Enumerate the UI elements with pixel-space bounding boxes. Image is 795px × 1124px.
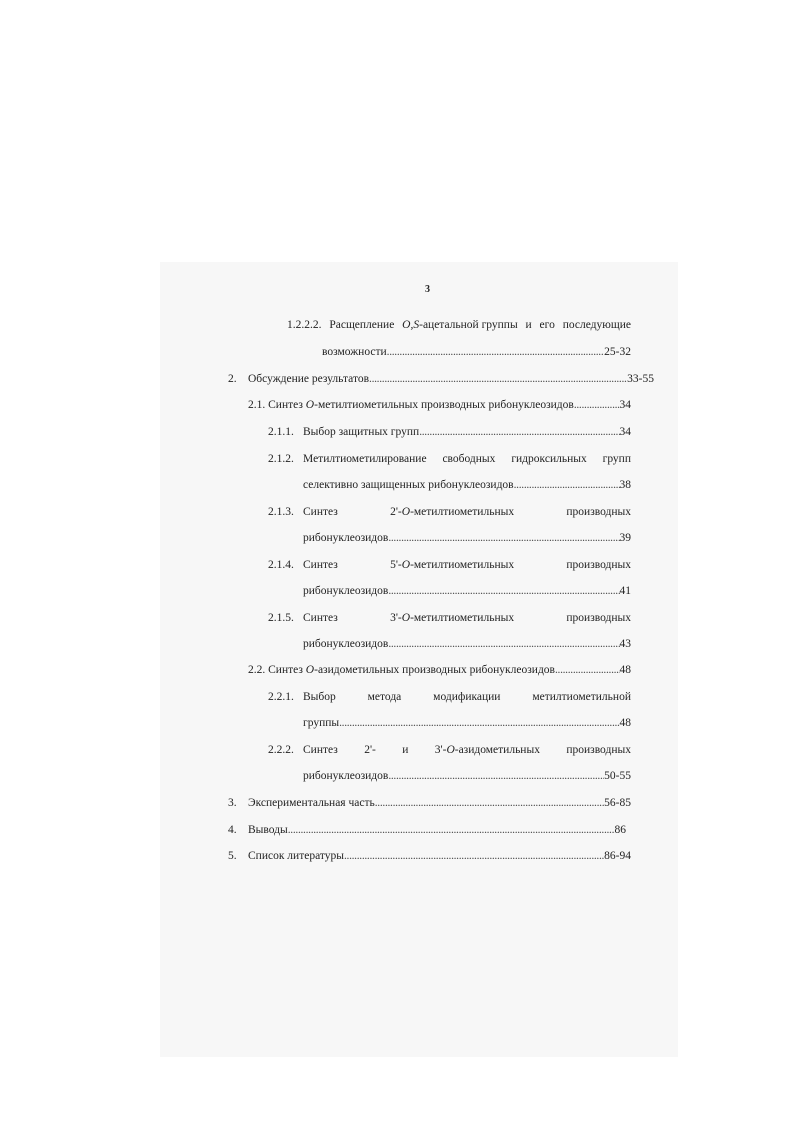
toc-entry-1-word: и <box>525 319 532 331</box>
toc-entry-5-page: 38 <box>619 479 631 491</box>
toc-entry-6-word: 2'-O-метилтиометильных <box>390 506 515 518</box>
toc-entry-2-page: 33-55 <box>627 373 654 385</box>
toc-entry-6-line1 <box>303 504 631 520</box>
toc-entry-5-number: 2.1.2. <box>268 453 294 465</box>
toc-entry-1-page: 25-32 <box>604 346 631 358</box>
toc-entry-14-number: 5. <box>228 850 237 862</box>
toc-entry-11-continuation: рибонуклеозидов <box>303 770 389 782</box>
toc-entry-5-word: Метилтиометилирование <box>303 453 427 465</box>
toc-entry-11-number: 2.2.2. <box>268 744 294 756</box>
toc-entry-8-word: Синтез <box>303 612 338 624</box>
toc-entry-12-title: Экспериментальная часть <box>248 797 375 809</box>
toc-entry-7-line2 <box>303 583 631 599</box>
toc-entry-2 <box>248 371 654 387</box>
toc-entry-10-word: Выбор <box>303 691 336 703</box>
toc-entry-1-line2 <box>322 344 631 360</box>
toc-entry-9-page: 48 <box>619 664 631 676</box>
toc-entry-13-page: 86 <box>614 824 626 836</box>
toc-entry-8-line1 <box>303 610 631 626</box>
toc-entry-6-word: производных <box>566 506 631 518</box>
toc-entry-7-word: 5'-O-метилтиометильных <box>390 559 515 571</box>
toc-entry-6-page: 39 <box>619 532 631 544</box>
toc-entry-5-word: гидроксильных <box>511 453 587 465</box>
toc-entry-6-number: 2.1.3. <box>268 506 294 518</box>
toc-entry-10-number: 2.2.1. <box>268 691 294 703</box>
toc-entry-10-page: 48 <box>619 717 631 729</box>
toc-entry-8-line2 <box>303 636 631 652</box>
toc-entry-14-title: Список литературы <box>248 850 344 862</box>
toc-entry-4-number: 2.1.1. <box>268 426 294 438</box>
toc-entry-13-title: Выводы <box>248 824 288 836</box>
toc-entry-12-page: 56-85 <box>604 797 631 809</box>
toc-entry-11-word: 3'-O-азидометильных <box>434 744 540 756</box>
toc-entry-2-title: Обсуждение результатов <box>248 373 370 385</box>
toc-entry-8-page: 43 <box>619 638 631 650</box>
toc-entry-4-page: 34 <box>619 426 631 438</box>
toc-entry-11-word: Синтез <box>303 744 338 756</box>
toc-entry-5-word: свободных <box>442 453 496 465</box>
toc-entry-11-line1 <box>303 742 631 758</box>
toc-entry-13 <box>248 822 626 838</box>
toc-entry-1-word: его <box>539 319 555 331</box>
toc-entry-12 <box>248 795 631 811</box>
toc-entry-1-line1 <box>287 317 631 333</box>
toc-entry-4-title: Выбор защитных групп <box>303 426 420 438</box>
toc-entry-9-title: Синтез O-азидометильных производных рибонуклеозидов <box>268 664 555 676</box>
toc-entry-7-number: 2.1.4. <box>268 559 294 571</box>
page-number: 3 <box>425 284 430 295</box>
toc-entry-6-line2 <box>303 530 631 546</box>
toc-entry-11-line2 <box>303 768 631 784</box>
toc-entry-14-page: 86-94 <box>604 850 631 862</box>
toc-entry-1-word: Расщепление <box>329 319 395 331</box>
toc-entry-8-word: 3'-O-метилтиометильных <box>390 612 515 624</box>
toc-entry-11-word: 2'- <box>364 744 376 756</box>
toc-entry-5-continuation: селективно защищенных рибонуклеозидов <box>303 479 514 491</box>
toc-entry-8-number: 2.1.5. <box>268 612 294 624</box>
toc-entry-10-word: метода <box>367 691 402 703</box>
toc-entry-9 <box>248 662 631 678</box>
toc-entry-10-line2 <box>303 715 631 731</box>
toc-entry-5-word: групп <box>602 453 631 465</box>
toc-entry-3-number: 2.1. <box>248 399 266 411</box>
toc-entry-7-continuation: рибонуклеозидов <box>303 585 389 597</box>
toc-entry-2-number: 2. <box>228 373 237 385</box>
toc-entry-10-continuation: группы <box>303 717 340 729</box>
toc-entry-6-continuation: рибонуклеозидов <box>303 532 389 544</box>
toc-entry-5-line2 <box>303 477 631 493</box>
toc-entry-11-word: и <box>402 744 409 756</box>
toc-entry-7-word: производных <box>566 559 631 571</box>
toc-entry-10-line1 <box>303 689 631 705</box>
toc-entry-4 <box>303 424 631 440</box>
toc-entry-3-page: 34 <box>619 399 631 411</box>
toc-entry-1-word: последующие <box>562 319 631 331</box>
toc-entry-7-line1 <box>303 557 631 573</box>
toc-entry-6-word: Синтез <box>303 506 338 518</box>
toc-entry-13-number: 4. <box>228 824 237 836</box>
toc-entry-8-continuation: рибонуклеозидов <box>303 638 389 650</box>
toc-entry-1-number: 1.2.2.2. <box>287 319 322 331</box>
toc-entry-1-continuation: возможности <box>322 346 387 358</box>
toc-entry-9-number: 2.2. <box>248 664 266 676</box>
toc-entry-12-number: 3. <box>228 797 237 809</box>
toc-entry-10-word: модификации <box>433 691 501 703</box>
toc-entry-1-word-os: O,S-ацетальной группы <box>402 319 518 331</box>
toc-entry-7-word: Синтез <box>303 559 338 571</box>
toc-entry-8-word: производных <box>566 612 631 624</box>
toc-entry-5-line1 <box>303 451 631 467</box>
toc-entry-14 <box>248 848 631 864</box>
toc-entry-10-word: метилтиометильной <box>532 691 631 703</box>
toc-entry-3 <box>248 397 631 413</box>
toc-entry-3-title: Синтез O-метилтиометильных производных рибонуклеозидов <box>268 399 574 411</box>
toc-entry-11-word: производных <box>566 744 631 756</box>
toc-entry-7-page: 41 <box>619 585 631 597</box>
toc-entry-11-page: 50-55 <box>604 770 631 782</box>
